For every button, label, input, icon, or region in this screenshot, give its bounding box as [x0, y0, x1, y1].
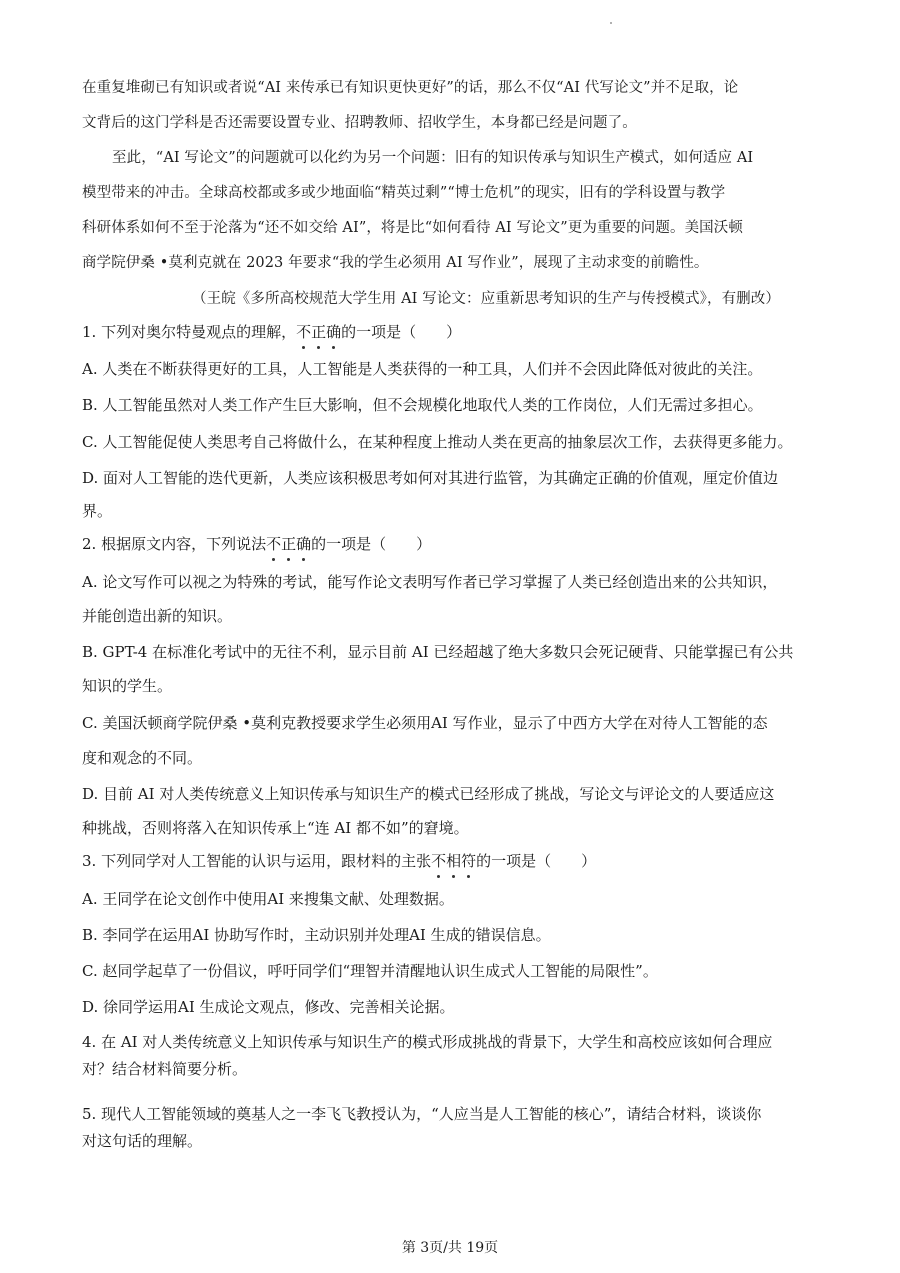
question-1-option-b: B. 人工智能虽然对人类工作产生巨大影响，但不会规模化地取代人类的工作岗位，人们无需过多担心。	[82, 396, 763, 414]
question-1-option-c: C. 人工智能促使人类思考自己将做什么，在某种程度上推动人类在更高的抽象层次工作，去获得更多能力。	[82, 433, 793, 451]
question-2-option-c-cont: 度和观念的不同。	[82, 749, 203, 767]
passage-line: 商学院伊桑 •莫利克就在 2023 年要求“我的学生必须用 AI 写作业”，展现了主动求变的前瞻性。	[82, 255, 709, 271]
emphasis-word	[266, 535, 311, 553]
question-5-stem-cont: 对这句话的理解。	[82, 1132, 203, 1150]
question-2-option-b-cont: 知识的学生。	[82, 677, 173, 695]
emphasis-word	[431, 852, 476, 870]
emphasis-dot	[272, 558, 275, 561]
question-2-option-a-cont: 并能创造出新的知识。	[82, 607, 233, 625]
question-1-option-a: A. 人类在不断获得更好的工具，人工智能是人类获得的一种工具，人们并不会因此降低对彼此的关注。	[82, 360, 763, 378]
emphasis-char: 正	[311, 322, 326, 342]
emphasis-char: 确	[296, 534, 311, 554]
question-2-option-d: D. 目前 AI 对人类传统意义上知识传承与知识生产的模式已经形成了挑战，写论文与评论文的人要适应这	[82, 785, 775, 803]
question-2-option-b: B. GPT-4 在标准化考试中的无往不利，显示目前 AI 已经超越了绝大多数只会死记硬背、只能掌握已有公共	[82, 643, 794, 661]
emphasis-dot	[452, 875, 455, 878]
emphasis-char: 符	[461, 851, 476, 871]
emphasis-word	[296, 323, 341, 341]
question-2-option-c: C. 美国沃顿商学院伊桑 •莫利克教授要求学生必须用AI 写作业，显示了中西方大学在对待人工智能的态	[82, 714, 768, 732]
emphasis-char: 确	[326, 322, 341, 342]
emphasis-dot	[302, 558, 305, 561]
question-4-stem: 4. 在 AI 对人类传统意义上知识传承与知识生产的模式形成挑战的背景下，大学生和高校应该如何合理应	[82, 1033, 773, 1051]
question-3-option-a: A. 王同学在论文创作中使用AI 来搜集文献、处理数据。	[82, 890, 454, 908]
question-3-option-c: C. 赵同学起草了一份倡议，呼吁同学们“理智并清醒地认识生成式人工智能的局限性”。	[82, 962, 658, 980]
emphasis-char: 不	[296, 322, 311, 342]
emphasis-dot	[437, 875, 440, 878]
passage-line: 至此，“AI 写论文”的问题就可以化约为另一个问题：旧有的知识传承与知识生产模式，如何适应 AI	[112, 150, 754, 166]
question-4-stem-cont: 对？结合材料简要分析。	[82, 1060, 248, 1078]
question-1-option-d-cont: 界。	[82, 502, 113, 520]
page-number: 第 3页/共 19页	[401, 1240, 499, 1256]
question-1-stem: 1. 下列对奥尔特曼观点的理解，不 正 确 的一项是（ ）	[82, 322, 461, 342]
question-5-stem: 5. 现代人工智能领域的奠基人之一李飞飞教授认为，“人应当是人工智能的核心”，请结合材料，谈谈你	[82, 1105, 762, 1123]
emphasis-dot	[317, 346, 320, 349]
question-2-option-d-cont: 种挑战，否则将落入在知识传承上“连 AI 都不如”的窘境。	[82, 819, 469, 837]
passage-line: 在重复堆砌已有知识或者说“AI 来传承已有知识更快更好”的话，那么不仅“AI 代写论文”并不足取，论	[82, 80, 739, 96]
scan-dot	[610, 22, 612, 24]
passage-line: 科研体系如何不至于沦落为“还不如交给 AI”，将是比“如何看待 AI 写论文”更为重要的问题。美国沃顿	[82, 220, 743, 236]
emphasis-dot	[302, 346, 305, 349]
question-2-stem: 2. 根据原文内容，下列说法不 正 确 的一项是（ ）	[82, 534, 431, 554]
question-3-option-d: D. 徐同学运用AI 生成论文观点，修改、完善相关论据。	[82, 998, 455, 1016]
passage-line: 文背后的这门学科是否还需要设置专业、招聘教师、招收学生，本身都已经是问题了。	[82, 115, 637, 131]
emphasis-dot	[287, 558, 290, 561]
emphasis-char: 正	[281, 534, 296, 554]
question-3-option-b: B. 李同学在运用AI 协助写作时，主动识别并处理AI 生成的错误信息。	[82, 926, 551, 944]
question-2-option-a: A. 论文写作可以视之为特殊的考试，能写作论文表明写作者已学习掌握了人类已经创造出来的公共知识，	[82, 573, 778, 591]
emphasis-char: 不	[266, 534, 281, 554]
emphasis-dot	[332, 346, 335, 349]
emphasis-char: 相	[446, 851, 461, 871]
emphasis-dot	[467, 875, 470, 878]
passage-line: 模型带来的冲击。全球高校都或多或少地面临“精英过剩”“博士危机”的现实，旧有的学科设置与教学	[82, 185, 726, 201]
question-1-option-d: D. 面对人工智能的迭代更新，人类应该积极思考如何对其进行监管，为其确定正确的价值观，厘定价值边	[82, 469, 779, 487]
passage-source: （王皖《多所高校规范大学生用 AI 写论文：应重新思考知识的生产与传授模式》，有删改）	[192, 291, 780, 307]
question-3-stem: 3. 下列同学对人工智能的认识与运用，跟材料的主张不 相 符 的一项是（ ）	[82, 851, 596, 871]
emphasis-char: 不	[431, 851, 446, 871]
